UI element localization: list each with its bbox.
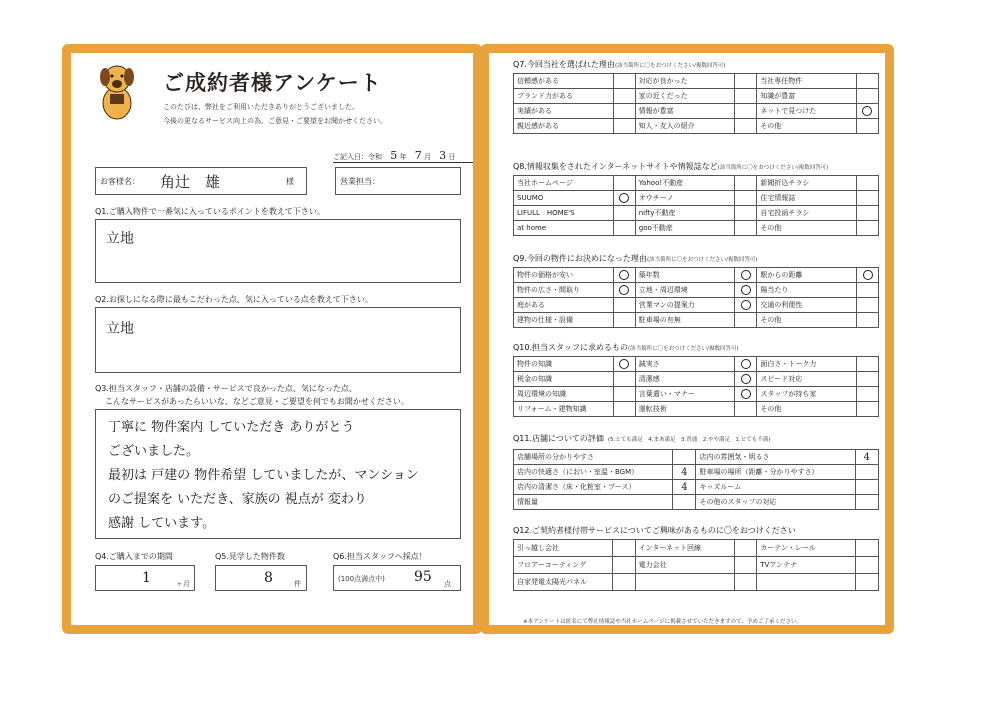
q1-answer: 立地 <box>106 231 134 247</box>
q4-value: 1 <box>142 570 151 586</box>
q8-title <box>513 161 828 172</box>
q9-option-label: 建物の仕様・設備 <box>514 313 614 328</box>
q9-option-checkbox[interactable] <box>613 298 635 313</box>
q6-note: (100点満点中) <box>338 575 385 583</box>
q11-rating-field[interactable]: 4 <box>673 465 696 480</box>
q10-option-checkbox[interactable] <box>613 357 635 372</box>
circle-mark-icon <box>741 389 751 399</box>
q1-question: Q1.ご購入物件で一番気に入っているポイントを教えて下さい。 <box>95 207 325 216</box>
q8-note: (該当箇所に〇をおつけください/複数回答可) <box>717 165 829 171</box>
q8-option-checkbox[interactable] <box>735 176 757 191</box>
greeting-line-2: 今後の更なるサービス向上の為、ご意見・ご要望をお聞かせください。 <box>163 117 387 125</box>
customer-name-value: 角辻 雄 <box>160 173 221 191</box>
table-row <box>514 480 879 495</box>
q9-option-label: 立地・周辺環境 <box>635 283 735 298</box>
q7-option-checkbox[interactable] <box>735 89 757 104</box>
q12-option-checkbox[interactable] <box>856 540 879 557</box>
q11-title <box>513 433 770 444</box>
q11-scale: (5.とても満足 4.まあ満足 3.普通 2.やや満足 1.とても不満) <box>607 437 771 443</box>
q7-title <box>513 59 726 70</box>
q11-rating-field[interactable] <box>673 495 696 510</box>
q11-item-label: 店内の雰囲気・明るさ <box>696 450 855 465</box>
q7-note: (該当箇所に〇をおつけください/複数回答可) <box>614 63 726 69</box>
q8-option-checkbox[interactable] <box>857 191 879 206</box>
right-panel-frame <box>480 44 894 634</box>
q11-rating-field[interactable] <box>855 465 878 480</box>
q9-option-checkbox[interactable] <box>857 298 879 313</box>
q3-answer-line: ございました。 <box>108 444 200 459</box>
q9-option-checkbox[interactable] <box>613 268 635 283</box>
circle-mark-icon <box>863 270 873 280</box>
q11-item-label: 店内の快適さ（におい・室温・BGM） <box>514 465 673 480</box>
q9-table <box>513 267 879 328</box>
q7-option-checkbox[interactable] <box>613 119 635 134</box>
q4-unit: ヶ月 <box>176 580 190 588</box>
q3-answer-line: 最初は 戸建の 物件希望 していましたが、マンション <box>108 468 419 483</box>
q8-option-checkbox[interactable] <box>735 206 757 221</box>
q9-option-checkbox[interactable] <box>857 268 879 283</box>
q10-option-checkbox[interactable] <box>613 387 635 402</box>
q12-option-label: インターネット回線 <box>635 540 734 557</box>
q6-question: Q6.担当スタッフへ採点！ <box>333 552 427 561</box>
q9-option-checkbox[interactable] <box>735 268 757 283</box>
date-label: ご記入日：令和 <box>333 153 382 161</box>
q7-table <box>513 73 879 134</box>
q12-option-checkbox[interactable] <box>734 557 757 574</box>
q12-option-label: 引っ越し会社 <box>514 540 613 557</box>
q10-option-label: 清潔感 <box>635 372 735 387</box>
q3-answer-line: 感謝 しています。 <box>108 516 216 531</box>
q9-option-label: 築年数 <box>635 268 735 283</box>
q7-option-checkbox[interactable] <box>735 104 757 119</box>
q9-option-checkbox[interactable] <box>735 313 757 328</box>
q8-option-label: SUUMO <box>514 191 614 206</box>
date-month-unit: 月 <box>423 153 431 161</box>
q8-option-checkbox[interactable] <box>613 191 635 206</box>
q10-option-label: 言葉遣い・マナー <box>635 387 735 402</box>
q10-option-checkbox[interactable] <box>857 357 879 372</box>
q7-option-label: 知人・友人の紹介 <box>635 119 735 134</box>
q10-option-label: スタッフが持ち家 <box>757 387 857 402</box>
q7-option-label: 親近感がある <box>514 119 614 134</box>
q12-option-checkbox[interactable] <box>612 540 635 557</box>
q10-option-label: リフォーム・建物知識 <box>514 402 614 417</box>
greeting-line-1: このたびは、弊社をご利用いただきありがとうございました。 <box>163 103 359 111</box>
q7-option-checkbox[interactable] <box>735 119 757 134</box>
q7-option-checkbox[interactable] <box>735 74 757 89</box>
date-line <box>333 149 473 163</box>
sales-staff-label: 営業担当： <box>340 177 380 186</box>
q10-option-label: 税金の知識 <box>514 372 614 387</box>
q10-option-checkbox[interactable] <box>735 372 757 387</box>
circle-mark-icon <box>619 285 629 295</box>
circle-mark-icon <box>741 285 751 295</box>
q6-value: 95 <box>414 569 432 585</box>
q9-option-label: 駐車場の有無 <box>635 313 735 328</box>
q10-note: (該当箇所に〇をおつけください/複数回答可) <box>628 346 739 352</box>
q9-option-label: 陽当たり <box>757 283 857 298</box>
q12-option-checkbox[interactable] <box>856 574 879 591</box>
q8-option-label: その他 <box>757 221 857 236</box>
q12-title: Q12.ご契約者様付帯サービスについてご興味があるものに〇をおつけください <box>513 526 796 535</box>
table-row <box>514 283 879 298</box>
q9-note: (該当箇所に〇をおつけください/複数回答可) <box>646 257 758 263</box>
q9-option-label: 物件の価格が安い <box>514 268 614 283</box>
q12-option-checkbox[interactable] <box>734 574 757 591</box>
q10-title <box>513 342 739 353</box>
circle-mark-icon <box>741 374 751 384</box>
q4-question: Q4.ご購入までの期間 <box>95 552 173 561</box>
q9-option-checkbox[interactable] <box>857 313 879 328</box>
q8-option-label: 新聞折込チラシ <box>757 176 857 191</box>
q12-option-label <box>757 574 856 591</box>
q6-answer-box[interactable] <box>333 565 461 591</box>
q7-option-checkbox[interactable] <box>613 89 635 104</box>
q2-answer: 立地 <box>106 321 134 337</box>
circle-mark-icon <box>741 270 751 280</box>
q3-answer-line: 丁寧に 物件案内 していただき ありがとう <box>108 420 355 435</box>
q11-item-label: その他のスタッフの対応 <box>696 495 855 510</box>
footer-note: ※本アンケートは匿名にて弊社情報誌や当社ホームページに掲載させていただきますので、予めご了承ください。 <box>523 619 803 625</box>
q8-option-checkbox[interactable] <box>857 176 879 191</box>
q2-question: Q2.お探しになる際に最もこだわった点、気に入っている点を教えて下さい。 <box>95 295 373 304</box>
q7-option-label: 対応が良かった <box>635 74 735 89</box>
q8-option-label: nifty不動産 <box>635 206 735 221</box>
q8-option-checkbox[interactable] <box>613 221 635 236</box>
table-row <box>514 206 879 221</box>
left-panel-frame <box>62 44 482 634</box>
q8-option-label: オウチーノ <box>635 191 735 206</box>
q10-option-checkbox[interactable] <box>735 402 757 417</box>
dog-mascot-icon <box>95 61 139 121</box>
customer-name-field[interactable] <box>95 167 307 195</box>
q12-option-label: TVアンテナ <box>757 557 856 574</box>
table-row <box>514 298 879 313</box>
table-row <box>514 357 879 372</box>
q9-option-label: 駅からの距離 <box>757 268 857 283</box>
q7-option-label: その他 <box>757 119 857 134</box>
q12-option-label: カーテン・レール <box>757 540 856 557</box>
circle-mark-icon <box>741 359 751 369</box>
circle-mark-icon <box>619 270 629 280</box>
q3-answer-line: のご提案を いただき、家族の 視点が 変わり <box>108 492 367 507</box>
q8-option-checkbox[interactable] <box>857 206 879 221</box>
q3-answer-box[interactable] <box>95 409 461 539</box>
q5-question: Q5.見学した物件数 <box>215 552 285 561</box>
q7-option-label: 信頼感がある <box>514 74 614 89</box>
q11-rating-field[interactable]: 4 <box>855 450 878 465</box>
q8-option-checkbox[interactable] <box>613 206 635 221</box>
q7-option-label: 実績がある <box>514 104 614 119</box>
q9-option-label: 交通の利便性 <box>757 298 857 313</box>
q7-option-label: 家の近くだった <box>635 89 735 104</box>
table-row <box>514 495 879 510</box>
q10-option-label: その他 <box>757 402 857 417</box>
q12-option-label: 自家発電太陽光パネル <box>514 574 613 591</box>
q3-question-1: Q3.担当スタッフ・店舗の設備・サービスで良かった点、気になった点、 <box>95 384 357 393</box>
q10-option-label: 周辺環境の知識 <box>514 387 614 402</box>
q10-option-label: 面白さ・トーク力 <box>757 357 857 372</box>
q10-table <box>513 356 879 417</box>
date-day-unit: 日 <box>448 153 456 161</box>
circle-mark-icon <box>619 193 629 203</box>
q7-option-checkbox[interactable] <box>856 74 878 89</box>
q7-option-label: ブランド力がある <box>514 89 614 104</box>
table-row <box>514 372 879 387</box>
table-row <box>514 268 879 283</box>
q1-answer-box[interactable] <box>95 219 461 283</box>
q12-option-label: 電力会社 <box>635 557 734 574</box>
q10-option-label: 物件の知識 <box>514 357 614 372</box>
q7-title-text: Q7.今回当社を選ばれた理由 <box>513 60 615 69</box>
q2-answer-box[interactable] <box>95 307 461 373</box>
q5-answer-box[interactable] <box>215 565 307 591</box>
q12-option-checkbox[interactable] <box>612 574 635 591</box>
q10-option-checkbox[interactable] <box>735 357 757 372</box>
date-year-unit: 年 <box>399 153 407 161</box>
table-row <box>514 191 879 206</box>
q3-question-2: こんなサービスがあったらいいな、などご意見・ご要望を何でもお聞かせください。 <box>105 397 409 406</box>
q9-option-checkbox[interactable] <box>857 283 879 298</box>
table-row <box>514 450 879 465</box>
q9-title-text: Q9.今回の物件にお決めになった理由 <box>513 254 647 263</box>
q10-title-text: Q10.担当スタッフに求めるもの <box>513 343 629 352</box>
q12-table <box>513 539 879 591</box>
q11-table <box>513 449 879 510</box>
q6-unit: 点 <box>444 580 451 588</box>
q9-option-checkbox[interactable] <box>735 283 757 298</box>
q12-option-label <box>635 574 734 591</box>
q7-option-label: 知識が豊富 <box>757 89 857 104</box>
date-year: 5 <box>390 149 398 162</box>
table-row <box>514 557 879 574</box>
q8-option-label: 住宅情報誌 <box>757 191 857 206</box>
circle-mark-icon <box>619 359 629 369</box>
date-month: 7 <box>414 149 422 162</box>
q8-option-checkbox[interactable] <box>857 221 879 236</box>
date-day: 3 <box>439 149 447 162</box>
table-row <box>514 221 879 236</box>
q8-option-checkbox[interactable] <box>735 221 757 236</box>
survey-title: ご成約者様アンケート <box>163 71 382 95</box>
q9-option-checkbox[interactable] <box>735 298 757 313</box>
q8-table <box>513 175 879 236</box>
q10-option-label: 誠実さ <box>635 357 735 372</box>
q11-item-label: 店内の清潔さ（床・化粧室・ブース） <box>514 480 673 495</box>
q10-option-checkbox[interactable] <box>857 402 879 417</box>
q7-option-label: 当社専任物件 <box>757 74 857 89</box>
q8-option-checkbox[interactable] <box>735 191 757 206</box>
q9-option-checkbox[interactable] <box>613 313 635 328</box>
table-row <box>514 176 879 191</box>
q12-option-checkbox[interactable] <box>856 557 879 574</box>
q5-unit: 件 <box>294 580 301 588</box>
q10-option-label: 運転技術 <box>635 402 735 417</box>
table-row <box>514 74 879 89</box>
q7-option-checkbox[interactable] <box>856 104 878 119</box>
table-row <box>514 104 879 119</box>
q7-option-checkbox[interactable] <box>856 89 878 104</box>
q11-title-text: Q11.店舗についての評価 <box>513 434 604 443</box>
q8-option-label: goo不動産 <box>635 221 735 236</box>
q11-rating-field[interactable] <box>673 450 696 465</box>
q7-option-label: ネットで見つけた <box>757 104 857 119</box>
q8-option-label: Yahoo!不動産 <box>635 176 735 191</box>
q9-option-label: 庭がある <box>514 298 614 313</box>
sales-staff-field[interactable] <box>335 167 461 195</box>
q11-rating-field[interactable]: 4 <box>673 480 696 495</box>
q9-option-label: 物件の広さ・間取り <box>514 283 614 298</box>
customer-name-suffix: 様 <box>286 177 294 186</box>
q10-option-checkbox[interactable] <box>613 402 635 417</box>
q7-option-checkbox[interactable] <box>613 104 635 119</box>
q11-item-label: 店舗場所の分かりやすさ <box>514 450 673 465</box>
q9-option-checkbox[interactable] <box>613 283 635 298</box>
q10-option-checkbox[interactable] <box>613 372 635 387</box>
q12-option-checkbox[interactable] <box>612 557 635 574</box>
circle-mark-icon <box>741 300 751 310</box>
q11-rating-field[interactable] <box>855 480 878 495</box>
table-row <box>514 119 879 134</box>
q10-option-checkbox[interactable] <box>857 372 879 387</box>
q10-option-label: スピード対応 <box>757 372 857 387</box>
q7-option-label: 情報が豊富 <box>635 104 735 119</box>
q10-option-checkbox[interactable] <box>857 387 879 402</box>
table-row <box>514 540 879 557</box>
q8-option-label: 当社ホームページ <box>514 176 614 191</box>
q12-option-checkbox[interactable] <box>734 540 757 557</box>
q7-option-checkbox[interactable] <box>613 74 635 89</box>
q11-item-label: 情報量 <box>514 495 673 510</box>
q12-option-label: フロアーコーティング <box>514 557 613 574</box>
table-row <box>514 387 879 402</box>
q9-title <box>513 253 758 264</box>
table-row <box>514 89 879 104</box>
q8-option-checkbox[interactable] <box>613 176 635 191</box>
table-row <box>514 465 879 480</box>
table-row <box>514 574 879 591</box>
table-row <box>514 402 879 417</box>
q9-option-label: 営業マンの提案力 <box>635 298 735 313</box>
q11-item-label: 駐車場の場所（距離・分かりやすさ） <box>696 465 855 480</box>
q11-rating-field[interactable] <box>855 495 878 510</box>
q8-option-label: LIFULL HOME'S <box>514 206 614 221</box>
q8-title-text: Q8.情報収集をされたインターネットサイトや情報誌など <box>513 162 718 171</box>
table-row <box>514 313 879 328</box>
q5-value: 8 <box>264 570 273 586</box>
q7-option-checkbox[interactable] <box>856 119 878 134</box>
q11-item-label: キッズルーム <box>696 480 855 495</box>
q10-option-checkbox[interactable] <box>735 387 757 402</box>
circle-mark-icon <box>862 106 872 116</box>
q8-option-label: at home <box>514 221 614 236</box>
customer-name-label: お客様名： <box>100 177 140 186</box>
q9-option-label: その他 <box>757 313 857 328</box>
q8-option-label: 自宅投函チラシ <box>757 206 857 221</box>
q4-answer-box[interactable] <box>95 565 195 591</box>
